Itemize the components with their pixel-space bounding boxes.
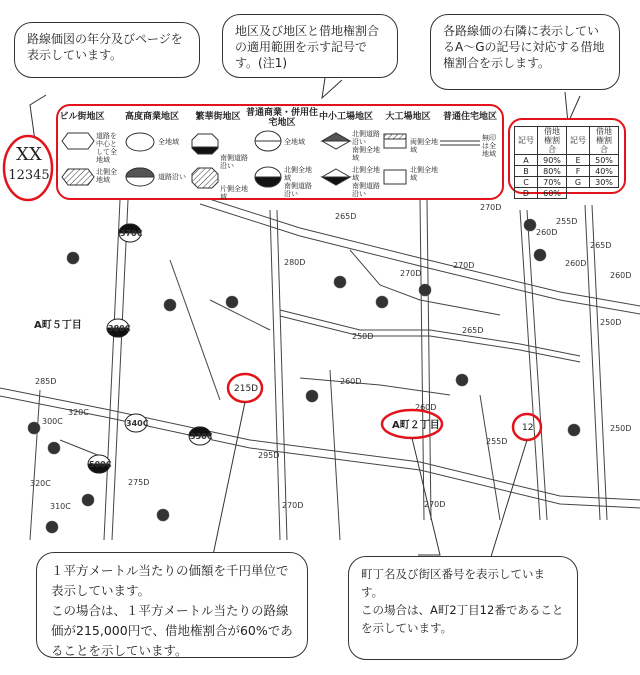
value-320c: 320C (68, 408, 89, 417)
ratio-cell: D (515, 188, 538, 199)
block-18: 18 (307, 392, 318, 401)
value-260d-c: 260D (536, 228, 558, 237)
value-265d-b: 265D (462, 326, 484, 335)
callout-ratio: 各路線価の右隣に表示しているA～Gの記号に対応する借地権割合を示します。 (430, 14, 620, 90)
block-15: 15 (420, 286, 431, 295)
value-215d: 215D (234, 384, 259, 394)
block-16: 16 (377, 298, 388, 307)
ratio-cell: F (567, 166, 590, 177)
block-14b: 14 (47, 523, 58, 532)
callout-town-1: 町丁名及び街区番号を表示しています。 (361, 567, 545, 599)
ratio-h-ratio: 借地権割合 (538, 127, 567, 155)
note-smf-2: 南側全地域 (352, 146, 380, 162)
value-250d: 250D (352, 332, 374, 341)
block-38: 38 (68, 254, 79, 263)
ratio-h-ratio-2: 借地権割合 (590, 127, 619, 155)
block-16b: 16 (29, 424, 40, 433)
ratio-cell: B (515, 166, 538, 177)
note-lf-2: 北側全地域 (410, 166, 438, 182)
ratio-table (514, 126, 619, 199)
callout-route-value-2: この場合は、１平方メートル当たりの路線価が215,000円で、借地権割合が60%であることを示しています。 (51, 603, 293, 658)
ratio-cell: G (567, 177, 590, 188)
value-295d: 295D (258, 451, 280, 460)
value-280d: 280D (284, 258, 306, 267)
callout-town (348, 556, 578, 660)
page-year: XX (16, 144, 42, 165)
block-17: 17 (335, 278, 346, 287)
note-res-1: 無印は全地域 (482, 134, 496, 158)
ratio-cell: C (515, 177, 538, 188)
ratio-cell: 70% (538, 177, 567, 188)
ratio-h-code-2: 記号 (567, 127, 590, 155)
ratio-cell: 40% (590, 166, 619, 177)
block-20: 20 (165, 301, 176, 310)
note-smf-3: 北側全地域 (352, 166, 380, 182)
value-250d-c: 250D (610, 424, 632, 433)
ratio-cell: 80% (538, 166, 567, 177)
value-270d-b: 270D (453, 261, 475, 270)
note-normal-3: 南側道路沿い (284, 182, 312, 198)
legend-smallfactory: 中小工場地区 (318, 112, 373, 122)
note-normal-1: 全地域 (284, 138, 305, 146)
ratio-cell (590, 188, 619, 199)
value-275d: 275D (128, 478, 150, 487)
block-8: 8 (571, 426, 577, 435)
note-bldg-1: 道路を中心として全地域 (96, 132, 117, 164)
town-a2: A町２丁目 (392, 420, 440, 431)
note-busy-1: 南側道路沿い (220, 154, 248, 170)
block-19: 19 (227, 298, 238, 307)
ratio-cell (567, 188, 590, 199)
legend-largefactory: 大工場地区 (385, 112, 431, 122)
block-13: 13 (457, 376, 468, 385)
value-380c: 380C (108, 324, 131, 333)
value-260d: 260D (340, 377, 362, 386)
block-12: 12 (522, 423, 534, 433)
value-285d: 285D (35, 377, 57, 386)
value-270d-e: 270D (424, 500, 446, 509)
value-340c: 340C (126, 419, 149, 428)
ratio-cell: 60% (538, 188, 567, 199)
value-250d-b: 250D (600, 318, 622, 327)
value-255d-b: 255D (556, 217, 578, 226)
block-7: 7 (160, 511, 166, 520)
value-260d-b: 260D (415, 403, 437, 412)
block-11: 11 (525, 221, 536, 230)
ratio-cell: A (515, 155, 538, 166)
value-300c: 300C (42, 417, 63, 426)
value-320c-b: 320C (30, 479, 51, 488)
town-a5: A町５丁目 (34, 320, 82, 331)
value-500c: 500C (89, 460, 112, 469)
page-number: 12345 (8, 168, 50, 183)
value-270d-a: 270D (282, 501, 304, 510)
value-330c: 330C (190, 432, 213, 441)
value-270d-c: 270D (400, 269, 422, 278)
value-310c: 310C (50, 502, 71, 511)
note-lf-1: 両側全地域 (410, 138, 438, 154)
legend-highcomm: 高度商業地区 (124, 112, 179, 122)
value-265d: 265D (335, 212, 357, 221)
value-370c: 370C (120, 229, 143, 238)
callout-town-2: この場合は、A町2丁目12番であることを示しています。 (361, 603, 564, 635)
callout-page: 路線価図の年分及びページを表示しています。 (14, 22, 200, 78)
legend-busy: 繁華街地区 (195, 112, 241, 122)
callout-route-value-1: １平方メートル当たりの価額を千円単位で表示しています。 (51, 563, 289, 598)
ratio-cell: 90% (538, 155, 567, 166)
ratio-cell: E (567, 155, 590, 166)
ratio-h-code: 記号 (515, 127, 538, 155)
note-comm-1: 全地域 (158, 138, 179, 146)
note-normal-2: 北側全地域 (284, 166, 312, 182)
legend-bldg: ビル街地区 (59, 112, 105, 122)
value-255d: 255D (486, 437, 508, 446)
ratio-cell: 50% (590, 155, 619, 166)
note-busy-2: 片側全地域 (220, 185, 248, 201)
block-14: 14 (535, 251, 546, 260)
value-270d-d: 270D (480, 203, 502, 212)
note-comm-2: 道路沿い (158, 173, 186, 181)
block-14c: 14 (83, 496, 94, 505)
legend-residential: 普通住宅地区 (442, 112, 497, 122)
note-bldg-2: 北側全地域 (96, 168, 117, 184)
value-260d-e: 260D (565, 259, 587, 268)
ratio-cell: 30% (590, 177, 619, 188)
value-260d-d: 260D (610, 271, 632, 280)
note-smf-1: 北側道路沿い (352, 130, 380, 146)
callout-district: 地区及び地区と借地権割合の適用範囲を示す記号です。(注1) (222, 14, 398, 78)
legend-normal: 普通商業・併用住宅地区 (245, 108, 318, 128)
value-265d-c: 265D (590, 241, 612, 250)
callout-route-value (36, 552, 308, 658)
block-15b: 15 (49, 444, 60, 453)
note-smf-4: 南側道路沿い (352, 182, 380, 198)
